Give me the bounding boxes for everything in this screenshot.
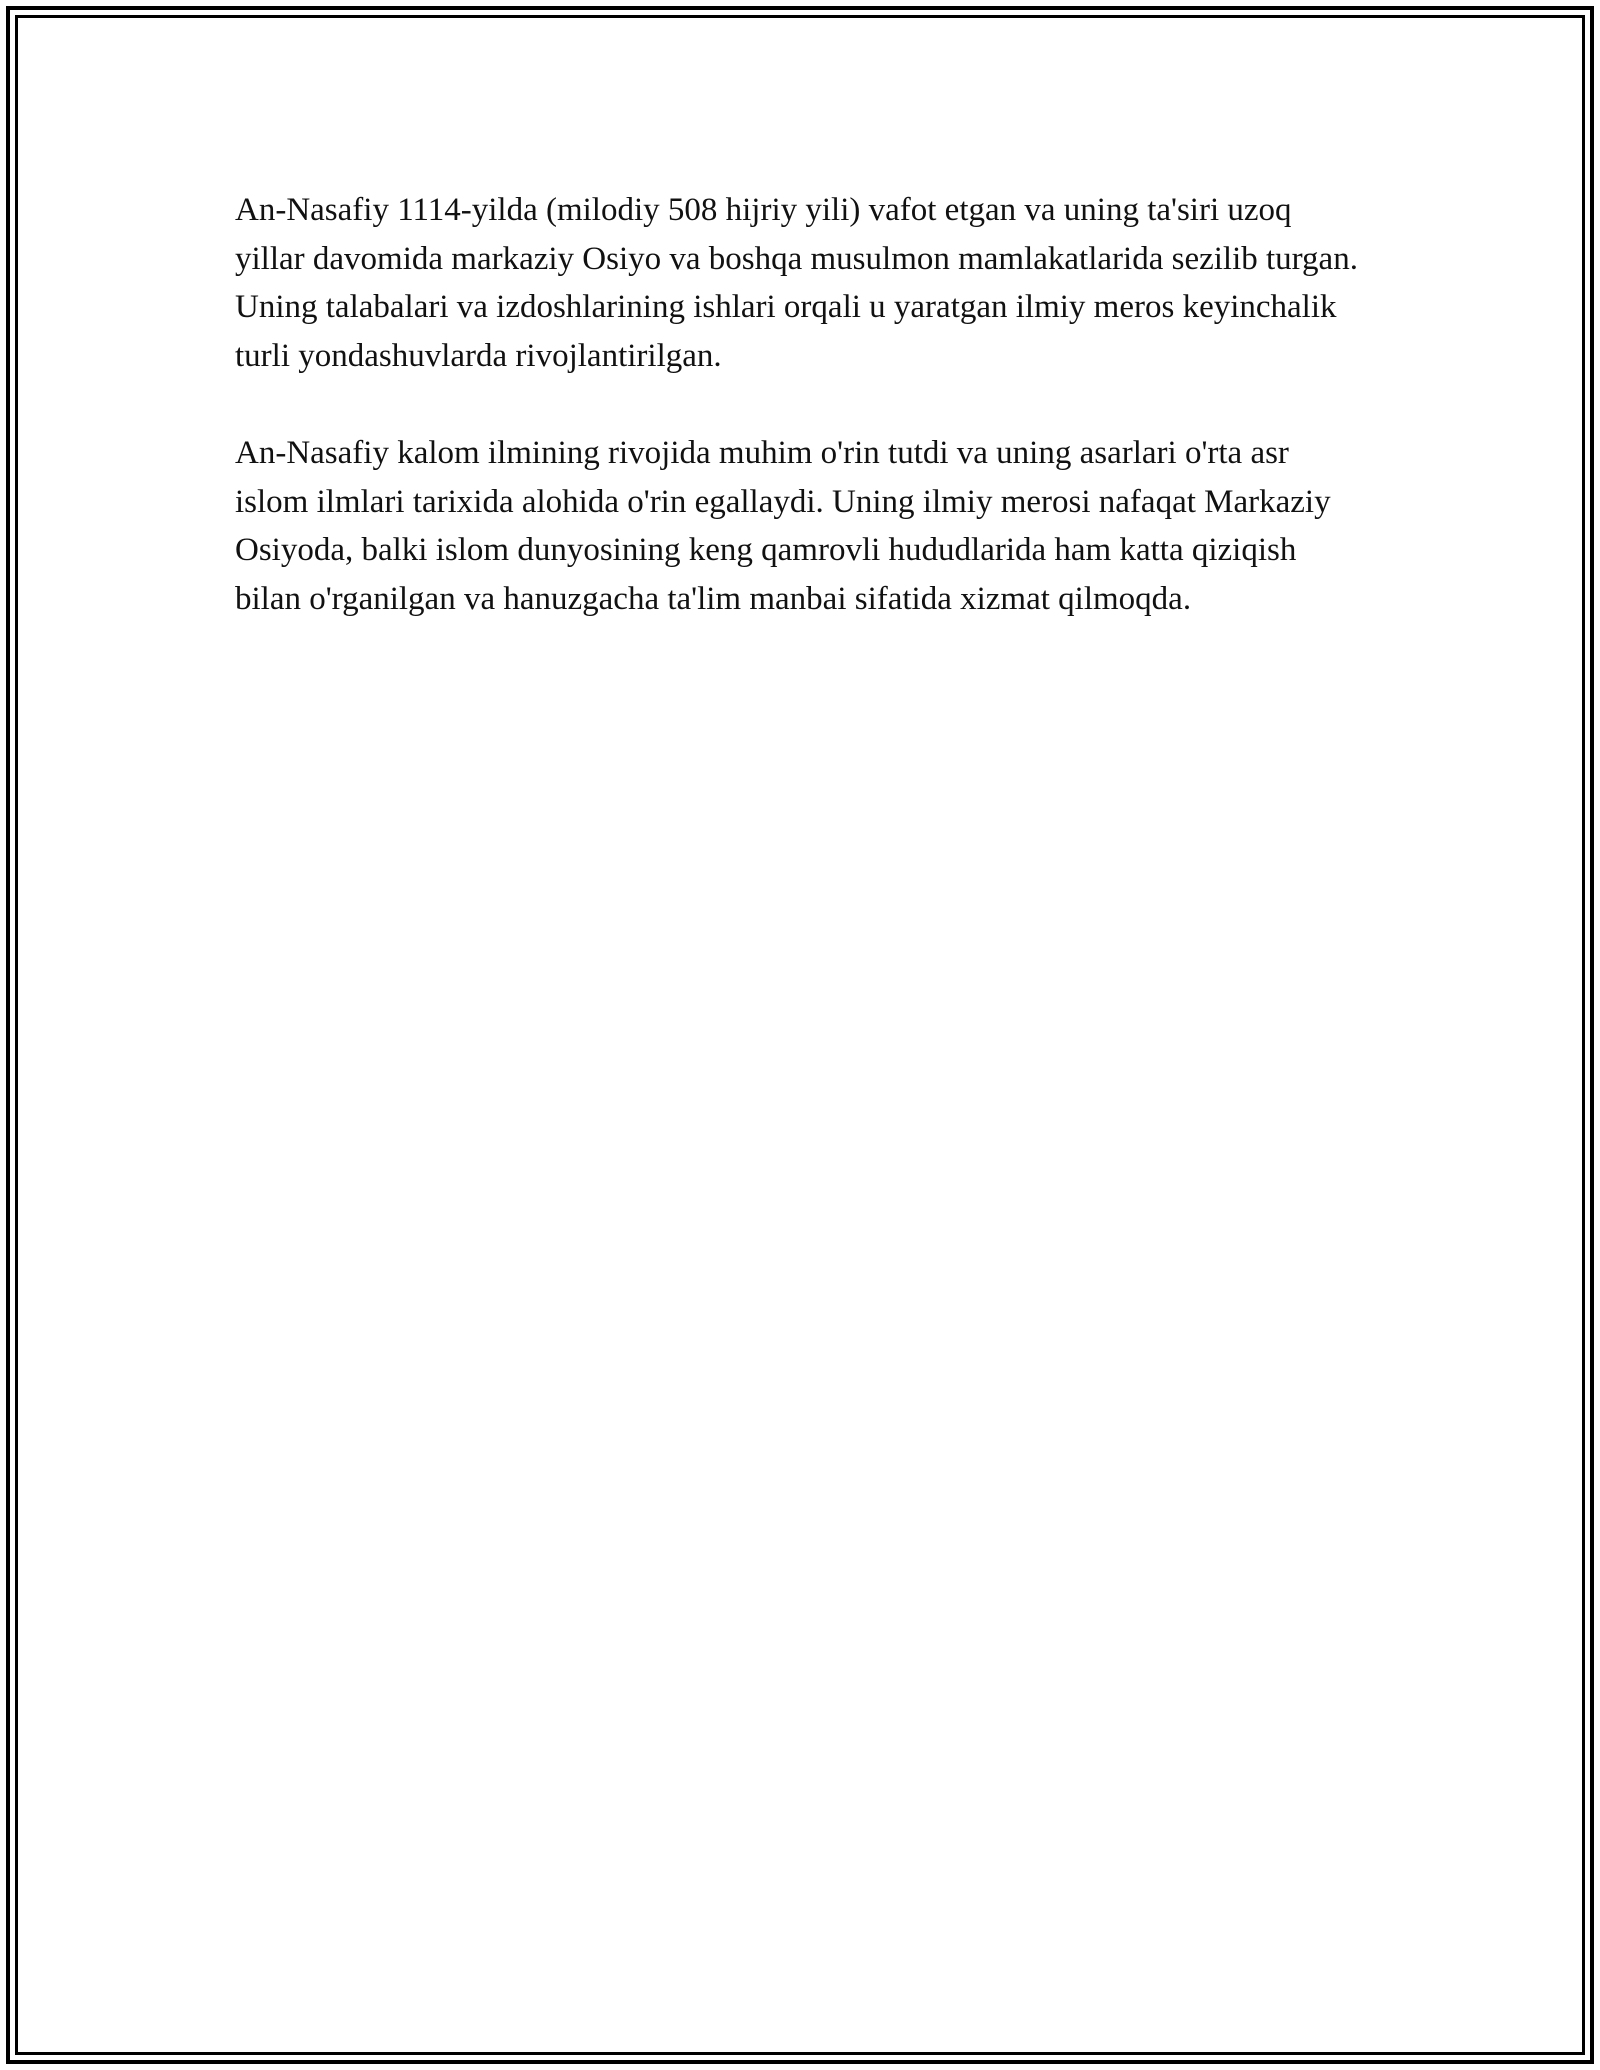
paragraph-2: An-Nasafiy kalom ilmining rivojida muhim o'rin tutdi va uning asarlari o'rta asr islom ilmlari tarixida alohida o'rin egallaydi. Uning ilmiy merosi nafaqat Markaziy Osiyoda, balki islom dunyosining keng qamrovli hududlarida ham katta qiziqish bilan o'rganilgan va hanuzgacha ta'lim manbai sifatida xizmat qilmoqda. — [235, 435, 1331, 617]
document-body — [235, 186, 1365, 623]
paragraph-1: An-Nasafiy 1114-yilda (milodiy 508 hijriy yili) vafot etgan va uning ta'siri uzoq yillar davomida markaziy Osiyo va boshqa musulmon mamlakatlarida sezilib turgan. Uning talabalari va izdoshlarining ishlari orqali u yaratgan ilmiy meros keyinchalik turli yondashuvlarda rivojlantirilgan. — [235, 192, 1358, 374]
